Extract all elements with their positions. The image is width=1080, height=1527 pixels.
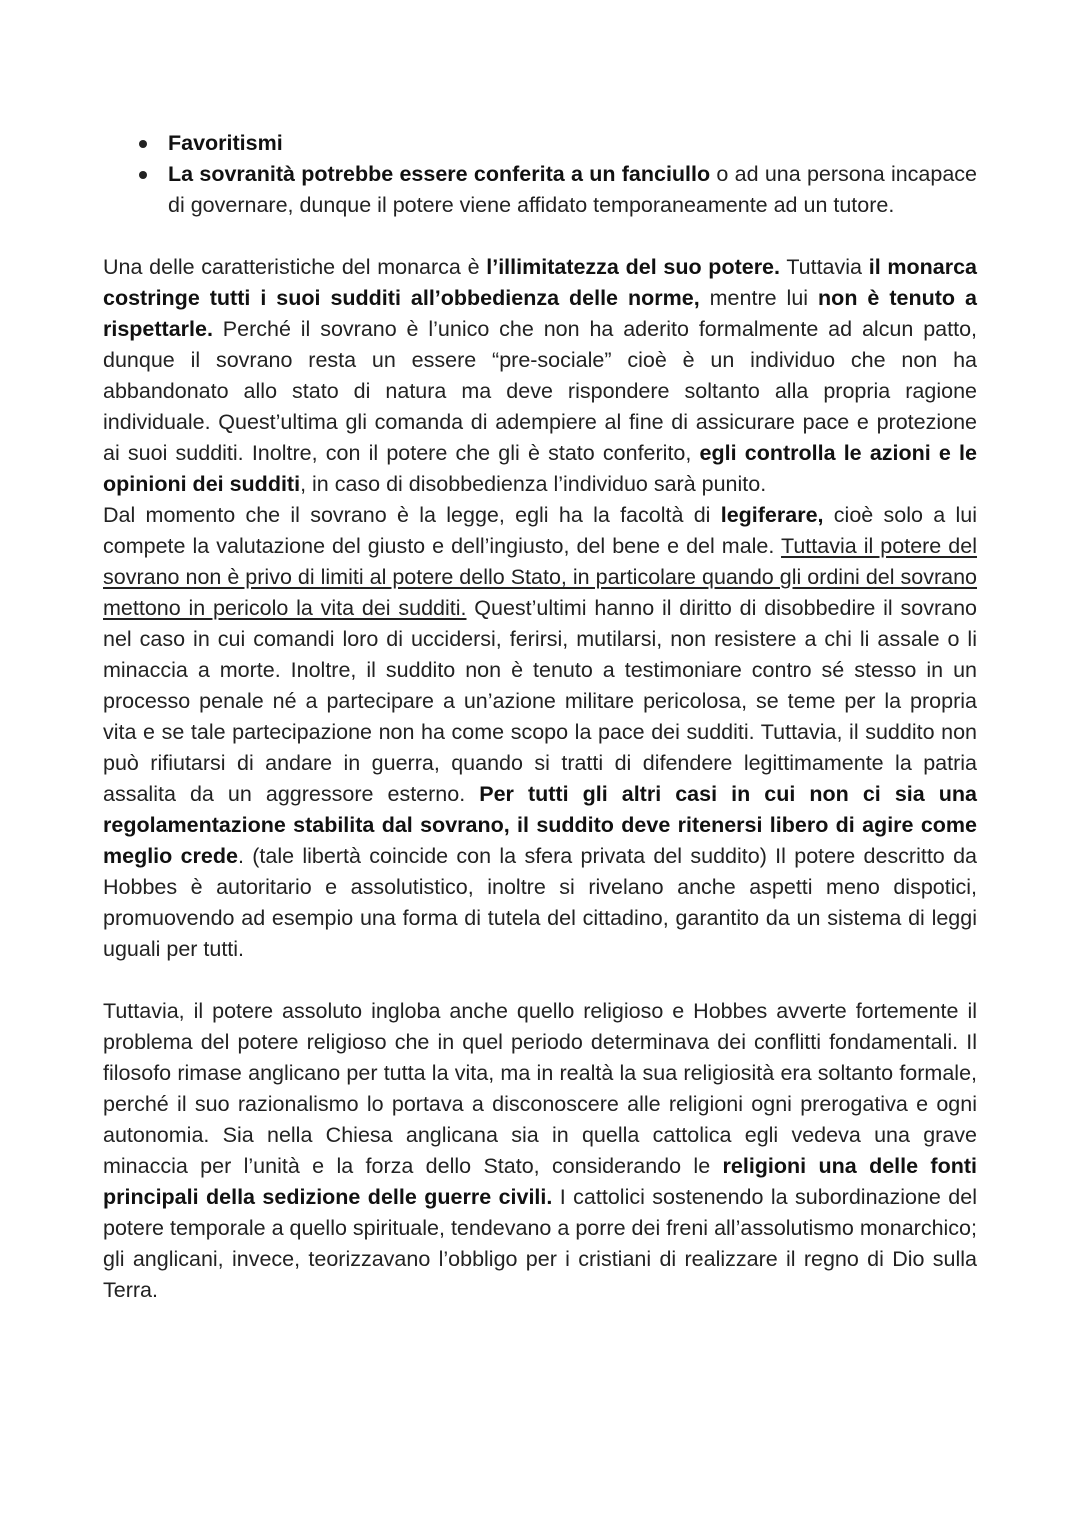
spacer	[103, 965, 977, 996]
document-page	[103, 128, 977, 1306]
text-run: Una delle caratteristiche del monarca è	[103, 255, 487, 279]
bold-run: legiferare,	[720, 503, 824, 527]
paragraph-monarch-power	[103, 252, 977, 500]
paragraph-legislation	[103, 500, 977, 965]
underlined-run: Tuttavia il potere del sovrano non è privo di limiti al potere dello Stato, in particolare quando gli ordini del sovrano mettono in pericolo la vita dei sudditi.	[103, 534, 977, 620]
text-run: Perché il sovrano è l’unico che non ha aderito formalmente ad alcun patto, dunque il sovrano resta un essere “pre-sociale” cioè è un individuo che non ha abbandonato allo stato di natura ma deve rispondere soltanto alla propria ragione individuale. Quest’ultima gli comanda di adempiere al fine di assicurare pace e protezione ai suoi sudditi. Inoltre, con il potere che gli è stato conferito,	[103, 317, 977, 465]
text-run: Tuttavia	[780, 255, 869, 279]
text-run: I cattolici sostenendo la subordinazione del potere temporale a quello spirituale, tendevano a porre dei freni all’assolutismo monarchico; gli anglicani, invece, teorizzavano l’obbligo per i cristiani di realizzare il regno di Dio sulla Terra.	[103, 1185, 978, 1302]
bullet-text: o ad una persona incapace di governare, dunque il potere viene affidato temporaneamente ad un tutore.	[168, 162, 978, 217]
list-item	[103, 128, 977, 159]
list-item	[103, 159, 977, 221]
spacer	[103, 221, 977, 252]
bold-run: egli controlla le azioni e le opinioni dei sudditi	[103, 441, 977, 496]
paragraph-religious-power	[103, 996, 977, 1306]
bold-run: Per tutti gli altri casi in cui non ci sia una regolamentazione stabilita dal sovrano, il suddito deve ritenersi libero di agire come meglio crede	[103, 782, 978, 868]
bold-run: il monarca costringe tutti i suoi sudditi all’obbedienza delle norme,	[103, 255, 977, 310]
text-run: cioè solo a lui compete la valutazione del giusto e dell’ingiusto, del bene e del male.	[103, 503, 977, 558]
bold-run: non è tenuto a rispettarle.	[103, 286, 977, 341]
text-run: mentre lui	[699, 286, 819, 310]
text-run: . (tale libertà coincide con la sfera privata del suddito) Il potere descritto da Hobbes è autoritario e assolutistico, inoltre si rivelano anche aspetti meno dispotici, promuovendo ad esempio una forma di tutela del cittadino, garantito da un sistema di leggi uguali per tutti.	[103, 844, 977, 961]
bullet-icon	[139, 171, 147, 179]
text-run: Tuttavia, il potere assoluto ingloba anche quello religioso e Hobbes avverte fortemente il problema del potere religioso che in quel periodo determinava dei conflitti fondamentali. Il filosofo rimase anglicano per tutta la vita, ma in realtà la sua religiosità era soltanto formale, perché il suo razionalismo lo portava a disconoscere alle religioni ogni prerogativa e ogni autonomia. Sia nella Chiesa anglicana sia in quella cattolica egli vedeva una grave minaccia per l’unità e la forza dello Stato, considerando le	[103, 999, 977, 1178]
bullet-list	[103, 128, 977, 221]
bold-run: religioni una delle fonti principali della sedizione delle guerre civili.	[103, 1154, 977, 1209]
text-run: , in caso di disobbedienza l’individuo sarà punito.	[300, 472, 767, 496]
text-run: Quest’ultimi hanno il diritto di disobbedire il sovrano nel caso in cui comandi loro di uccidersi, ferirsi, mutilarsi, non resistere a chi li assale o li minaccia a morte. Inoltre, il suddito non è tenuto a testimoniare contro sé stesso in un processo penale né a partecipare a un’azione militare pericolosa, se teme per la propria vita e se tale partecipazione non ha come scopo la pace dei sudditi. Tuttavia, il suddito non può rifiutarsi di andare in guerra, quando si tratti di difendere legittimamente la patria assalita da un aggressore esterno.	[103, 596, 977, 806]
bold-run: l’illimitatezza del suo potere.	[486, 255, 780, 279]
bullet-bold-text: Favoritismi	[168, 131, 283, 155]
text-run: Dal momento che il sovrano è la legge, egli ha la facoltà di	[103, 503, 721, 527]
bullet-icon	[139, 140, 147, 148]
bullet-bold-text: La sovranità potrebbe essere conferita a un fanciullo	[168, 162, 711, 186]
